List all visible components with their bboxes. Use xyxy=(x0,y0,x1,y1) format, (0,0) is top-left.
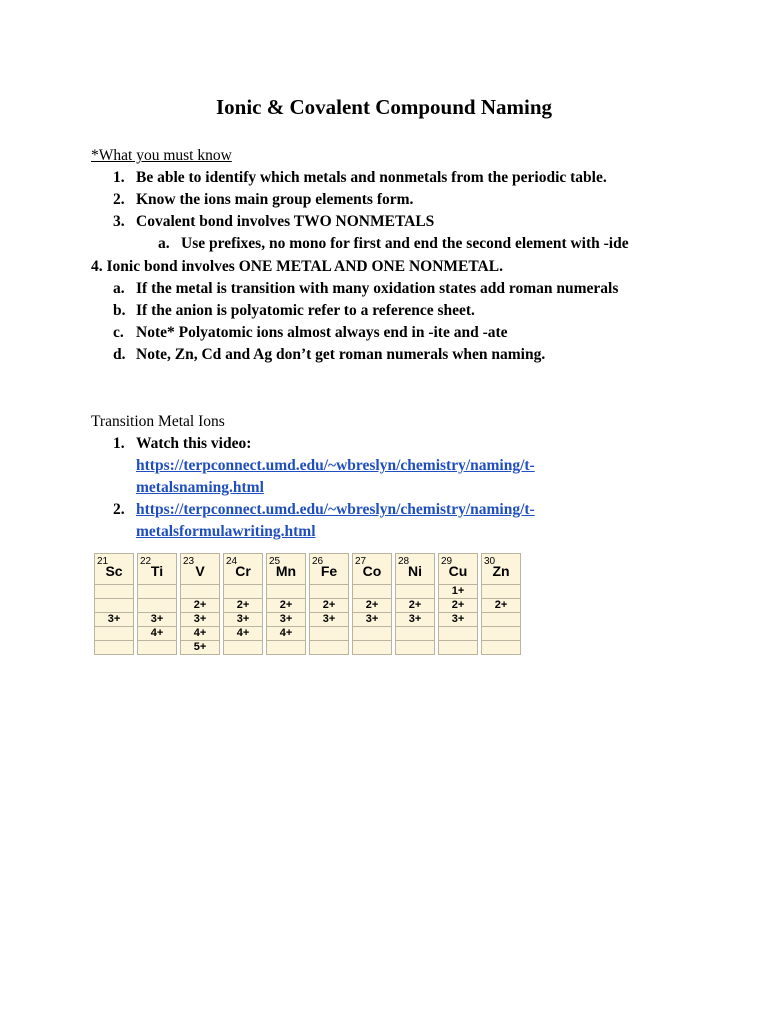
list-item xyxy=(113,278,618,300)
table-row xyxy=(94,613,521,627)
list-item xyxy=(113,344,545,366)
list-letter: a. xyxy=(113,280,125,297)
table-row xyxy=(94,599,521,613)
list-text: Use prefixes, no mono for first and end the second element with -ide xyxy=(181,235,629,252)
atomic-number: 27 xyxy=(355,556,367,567)
element-cell-cu xyxy=(438,553,478,585)
ion-charge-cell xyxy=(266,585,306,599)
ion-charge-cell xyxy=(309,641,349,655)
ion-charge-cell xyxy=(94,599,134,613)
list-text: If the metal is transition with many oxidation states add roman numerals xyxy=(136,280,619,297)
list-number: 2. xyxy=(113,501,125,518)
ion-charge-cell xyxy=(309,585,349,599)
atomic-number: 26 xyxy=(312,556,324,567)
list-item xyxy=(113,189,413,211)
ion-charge-cell: 2+ xyxy=(223,599,263,613)
element-symbol: Ni xyxy=(408,563,422,579)
element-symbol: Cu xyxy=(448,563,468,579)
ion-charge-cell xyxy=(94,627,134,641)
element-symbol: Fe xyxy=(320,563,338,579)
ion-charge-cell xyxy=(266,641,306,655)
element-cell-ti xyxy=(137,553,177,585)
ion-charge-cell xyxy=(137,599,177,613)
table-header-row xyxy=(94,553,521,585)
ion-charge-cell xyxy=(94,641,134,655)
element-cell-mn xyxy=(266,553,306,585)
ion-charge-cell xyxy=(309,627,349,641)
list-item xyxy=(113,211,434,233)
list-item xyxy=(113,300,475,322)
ion-charge-cell xyxy=(137,585,177,599)
element-cell-fe xyxy=(309,553,349,585)
ion-charge-cell xyxy=(352,585,392,599)
video-link-1-line-1[interactable] xyxy=(136,455,535,477)
ion-charge-cell: 4+ xyxy=(180,627,220,641)
ion-charge-cell xyxy=(481,627,521,641)
element-symbol: Zn xyxy=(492,563,510,579)
list-text: Note, Zn, Cd and Ag don’t get roman numerals when naming. xyxy=(136,346,546,363)
table-row xyxy=(94,641,521,655)
ion-charge-cell: 2+ xyxy=(481,599,521,613)
list-text: Be able to identify which metals and nonmetals from the periodic table. xyxy=(136,169,607,186)
ion-charge-cell: 3+ xyxy=(180,613,220,627)
element-cell-co xyxy=(352,553,392,585)
element-cell-zn xyxy=(481,553,521,585)
list-letter: c. xyxy=(113,324,124,341)
element-symbol: Sc xyxy=(105,563,123,579)
ion-charge-cell: 2+ xyxy=(309,599,349,613)
list-text: Know the ions main group elements form. xyxy=(136,191,414,208)
ion-charge-cell xyxy=(438,641,478,655)
ion-charge-cell: 4+ xyxy=(266,627,306,641)
ion-charge-cell xyxy=(395,585,435,599)
list-text: Watch this video: xyxy=(136,435,252,452)
list-letter: d. xyxy=(113,346,126,363)
ion-charge-cell xyxy=(352,627,392,641)
ion-charge-cell xyxy=(395,641,435,655)
ion-charge-cell: 3+ xyxy=(94,613,134,627)
ion-charge-cell: 5+ xyxy=(180,641,220,655)
table-row xyxy=(94,627,521,641)
list-letter: b. xyxy=(113,302,126,319)
list-number: 3. xyxy=(113,213,125,230)
video-link-2-cont[interactable]: metalsformulawriting.html xyxy=(136,523,316,540)
ion-charge-cell: 3+ xyxy=(395,613,435,627)
must-know-heading: *What you must know xyxy=(91,147,232,164)
video-link-1-line-2[interactable] xyxy=(136,477,264,499)
element-symbol: Cr xyxy=(235,563,251,579)
list-item xyxy=(113,322,508,344)
ion-charge-cell xyxy=(94,585,134,599)
ion-charge-cell xyxy=(352,641,392,655)
atomic-number: 24 xyxy=(226,556,238,567)
ion-charge-cell: 2+ xyxy=(395,599,435,613)
ion-charge-cell xyxy=(180,585,220,599)
ion-charge-cell: 4+ xyxy=(223,627,263,641)
ion-charge-cell: 2+ xyxy=(352,599,392,613)
list-item xyxy=(113,499,535,521)
ion-charge-cell: 4+ xyxy=(137,627,177,641)
ion-charge-cell: 3+ xyxy=(352,613,392,627)
atomic-number: 22 xyxy=(140,556,152,567)
ion-charge-cell: 2+ xyxy=(266,599,306,613)
atomic-number: 23 xyxy=(183,556,195,567)
ion-charge-cell xyxy=(223,585,263,599)
video-link-1[interactable]: https://terpconnect.umd.edu/~wbreslyn/chemistry/naming/t- xyxy=(136,457,535,474)
ion-charge-cell: 3+ xyxy=(137,613,177,627)
list-text: Note* Polyatomic ions almost always end in -ite and -ate xyxy=(136,324,508,341)
list-number: 2. xyxy=(113,191,125,208)
atomic-number: 21 xyxy=(97,556,109,567)
list-item xyxy=(113,433,251,455)
list-item xyxy=(113,167,607,189)
table-row xyxy=(94,585,521,599)
element-symbol: V xyxy=(195,563,205,579)
list-letter: a. xyxy=(158,235,170,252)
atomic-number: 28 xyxy=(398,556,410,567)
ion-charge-cell: 1+ xyxy=(438,585,478,599)
element-symbol: Co xyxy=(362,563,382,579)
transition-heading: Transition Metal Ions xyxy=(91,413,225,430)
ion-charge-cell xyxy=(481,585,521,599)
atomic-number: 30 xyxy=(484,556,496,567)
list-text: Covalent bond involves TWO NONMETALS xyxy=(136,213,435,230)
ion-charge-cell xyxy=(438,627,478,641)
list-number: 1. xyxy=(113,435,125,452)
video-link-2-line-2[interactable] xyxy=(136,521,316,543)
list-number: 1. xyxy=(113,169,125,186)
ion-charge-cell: 3+ xyxy=(309,613,349,627)
atomic-number: 25 xyxy=(269,556,281,567)
ion-charge-cell xyxy=(481,613,521,627)
ion-charge-cell xyxy=(481,641,521,655)
element-symbol: Ti xyxy=(150,563,164,579)
transition-metal-ion-table xyxy=(91,553,524,655)
ion-charge-cell: 3+ xyxy=(223,613,263,627)
ion-charge-cell: 3+ xyxy=(266,613,306,627)
ion-charge-cell xyxy=(223,641,263,655)
ion-charge-cell: 2+ xyxy=(438,599,478,613)
video-link-1-cont[interactable]: metalsnaming.html xyxy=(136,479,264,496)
element-symbol: Mn xyxy=(275,563,297,579)
element-cell-sc xyxy=(94,553,134,585)
element-cell-ni xyxy=(395,553,435,585)
ion-charge-cell xyxy=(137,641,177,655)
atomic-number: 29 xyxy=(441,556,453,567)
ion-charge-cell: 3+ xyxy=(438,613,478,627)
sub-list-item xyxy=(158,233,629,255)
list-text: If the anion is polyatomic refer to a reference sheet. xyxy=(136,302,475,319)
element-cell-v xyxy=(180,553,220,585)
video-link-2[interactable]: https://terpconnect.umd.edu/~wbreslyn/chemistry/naming/t- xyxy=(136,501,535,518)
ion-charge-cell: 2+ xyxy=(180,599,220,613)
element-cell-cr xyxy=(223,553,263,585)
ionic-heading: 4. Ionic bond involves ONE METAL AND ONE NONMETAL. xyxy=(91,258,503,275)
page-title: Ionic & Covalent Compound Naming xyxy=(215,95,553,119)
ion-charge-cell xyxy=(395,627,435,641)
